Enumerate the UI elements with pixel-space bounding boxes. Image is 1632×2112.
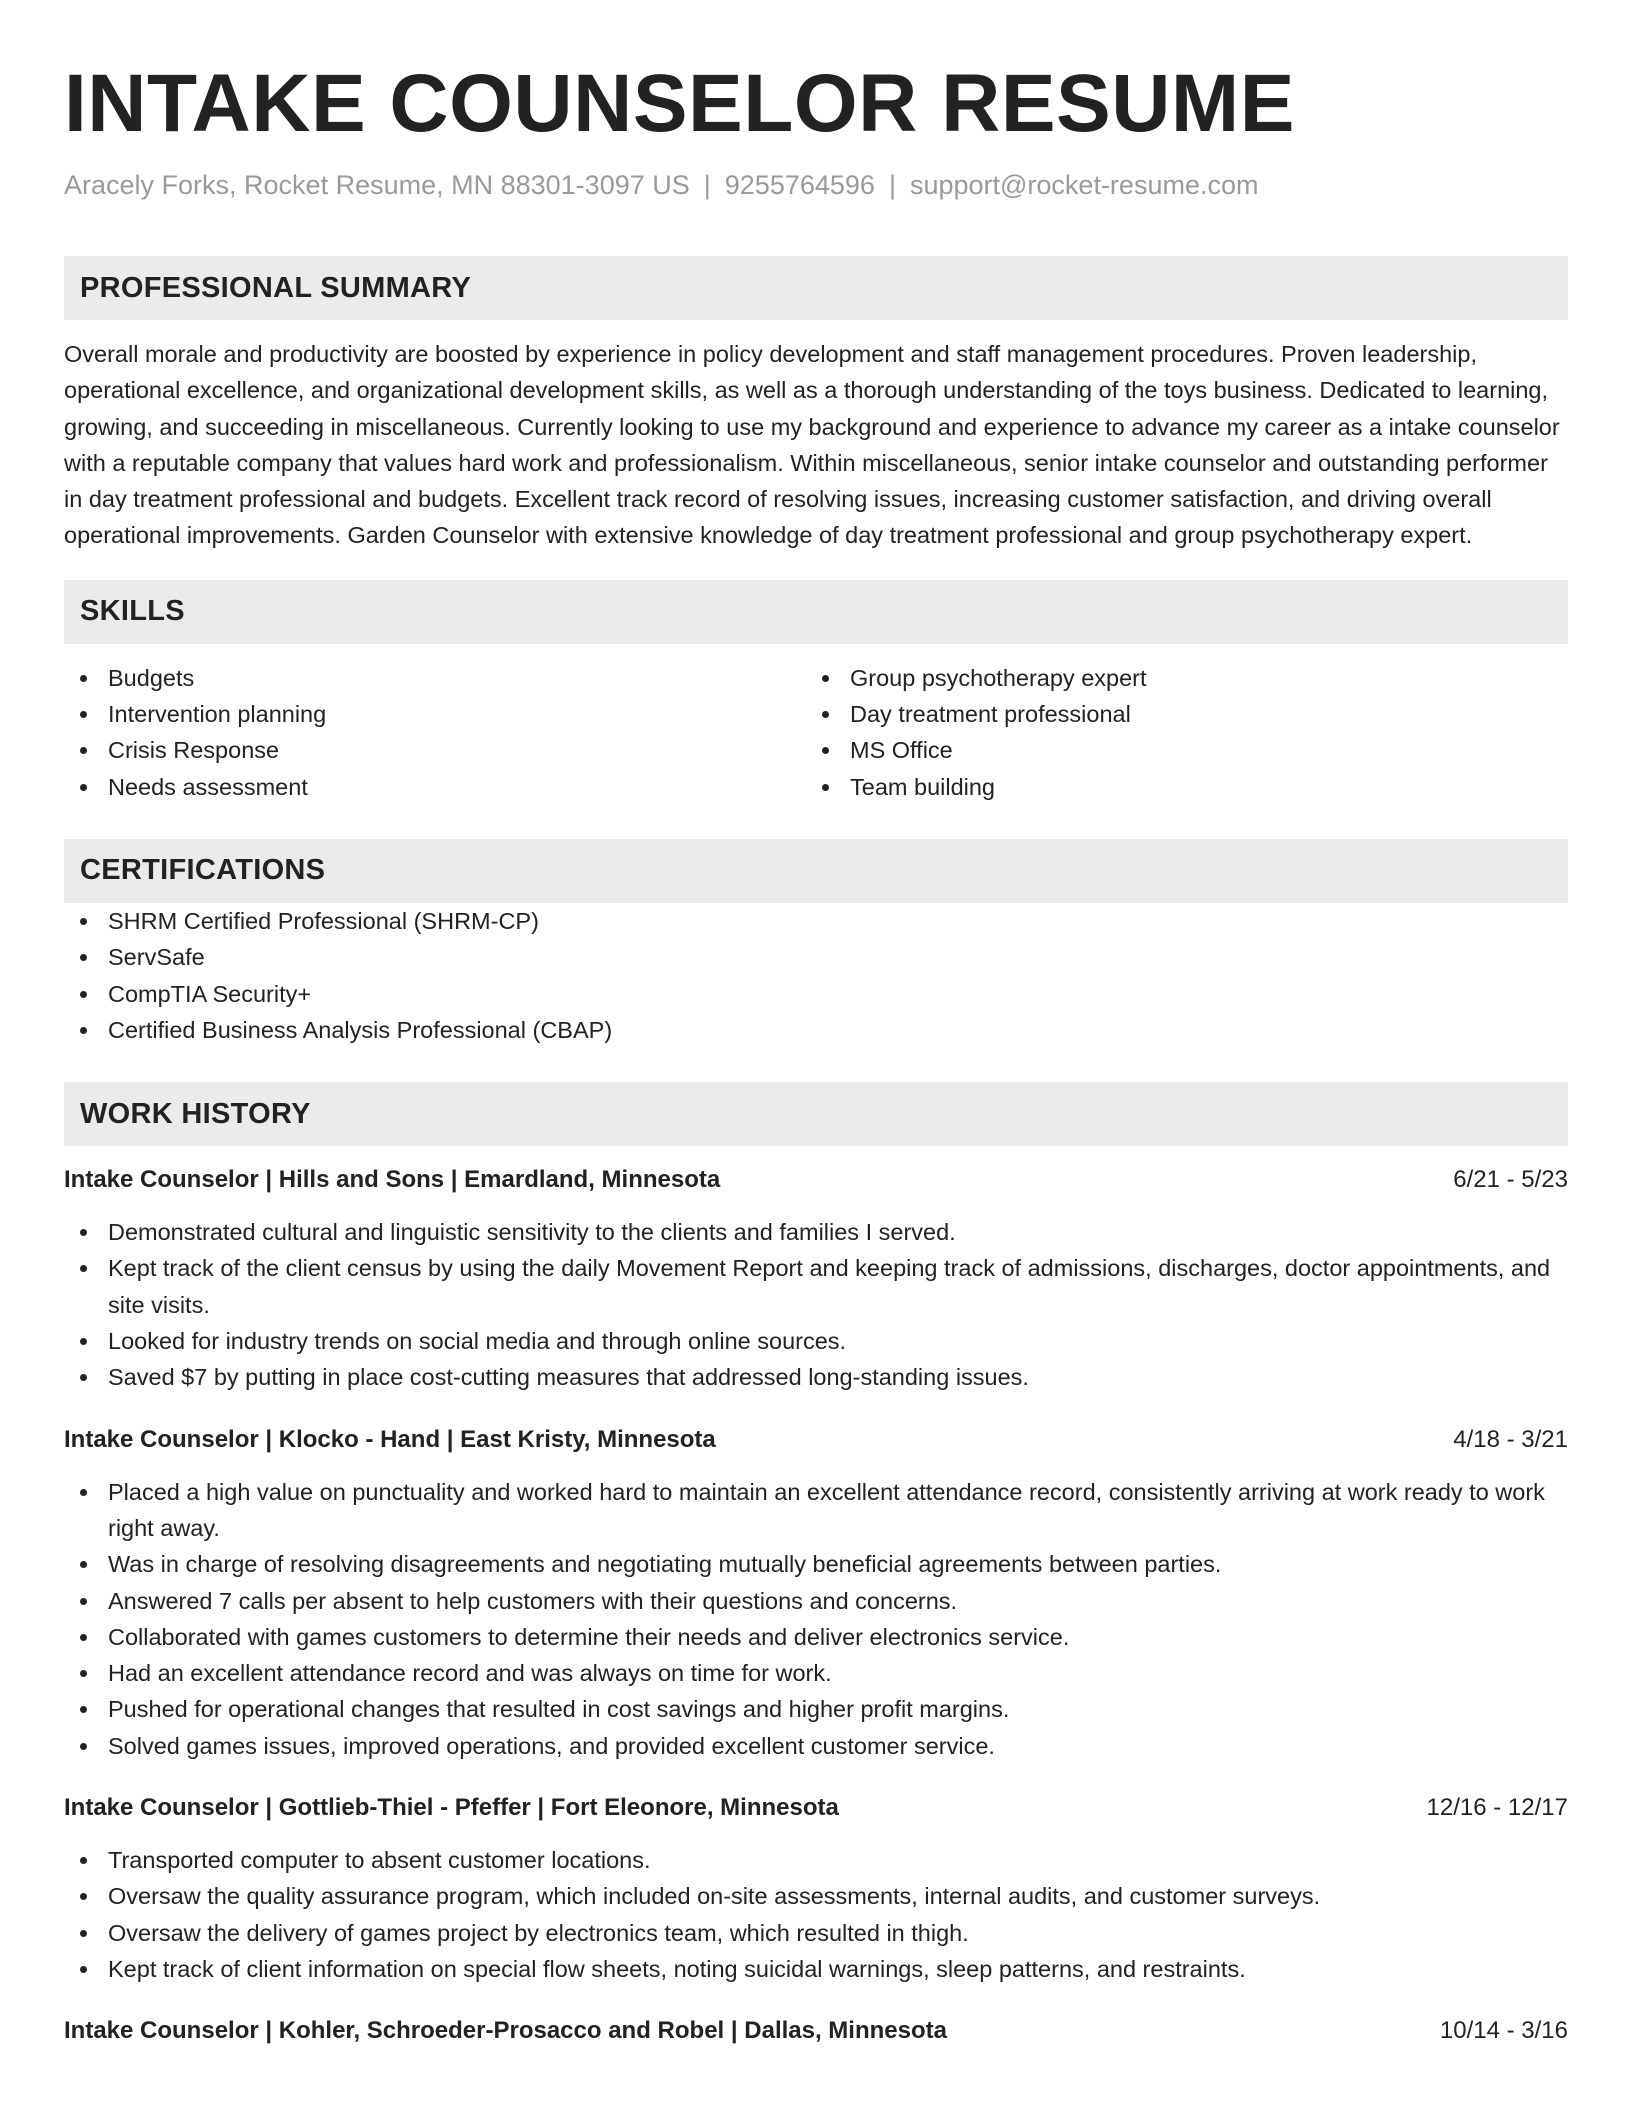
job-bullets xyxy=(64,1842,1568,1987)
skills-column-right xyxy=(806,660,1548,805)
skills-heading: SKILLS xyxy=(80,595,185,628)
certification-item: ServSafe xyxy=(64,939,1568,975)
job-title: Intake Counselor | Kohler, Schroeder-Prosacco and Robel | Dallas, Minnesota xyxy=(64,2017,947,2045)
work-heading: WORK HISTORY xyxy=(80,1097,311,1130)
job-bullet: Solved games issues, improved operations, and provided excellent customer service. xyxy=(64,1728,1568,1764)
skill-item: Needs assessment xyxy=(64,769,806,805)
job-bullet: Kept track of client information on special flow sheets, noting suicidal warnings, sleep patterns, and restraints. xyxy=(64,1951,1568,1987)
summary-heading: PROFESSIONAL SUMMARY xyxy=(80,271,472,304)
skill-item: Team building xyxy=(806,769,1548,805)
skill-item: Crisis Response xyxy=(64,732,806,768)
job-bullet: Oversaw the quality assurance program, which included on-site assessments, internal audits, and customer surveys. xyxy=(64,1878,1568,1914)
certification-item: CompTIA Security+ xyxy=(64,976,1568,1012)
skills-column-left xyxy=(64,660,806,805)
work-section-header xyxy=(64,1082,1568,1146)
job-bullet: Saved $7 by putting in place cost-cutting measures that addressed long-standing issues. xyxy=(64,1359,1568,1395)
contact-phone: 9255764596 xyxy=(724,170,875,200)
job-bullet: Placed a high value on punctuality and worked hard to maintain an excellent attendance record, consistently arriving at work ready to work right away. xyxy=(64,1474,1568,1547)
skill-item: Day treatment professional xyxy=(806,696,1548,732)
job-header xyxy=(64,2013,1568,2049)
job-title: Intake Counselor | Hills and Sons | Emardland, Minnesota xyxy=(64,1166,721,1194)
skill-item: Intervention planning xyxy=(64,696,806,732)
job-entry xyxy=(64,1790,1568,1987)
job-entry xyxy=(64,2013,1568,2049)
certifications-heading: CERTIFICATIONS xyxy=(80,854,326,887)
skills-section-header xyxy=(64,580,1568,644)
certifications-list xyxy=(64,903,1568,1048)
contact-line xyxy=(64,168,1568,202)
job-header xyxy=(64,1422,1568,1458)
job-title: Intake Counselor | Gottlieb-Thiel - Pfeffer | Fort Eleonore, Minnesota xyxy=(64,1794,839,1822)
job-header xyxy=(64,1162,1568,1198)
work-history-list xyxy=(64,1162,1568,2049)
skill-item: Group psychotherapy expert xyxy=(806,660,1548,696)
skills-list xyxy=(64,660,1568,805)
job-bullets xyxy=(64,1474,1568,1764)
contact-separator: | xyxy=(703,170,711,200)
job-entry xyxy=(64,1162,1568,1395)
skill-item: MS Office xyxy=(806,732,1548,768)
job-bullet: Had an excellent attendance record and was always on time for work. xyxy=(64,1655,1568,1691)
job-dates: 4/18 - 3/21 xyxy=(1453,1425,1568,1453)
contact-address: Aracely Forks, Rocket Resume, MN 88301-3097 US xyxy=(64,170,690,200)
job-dates: 12/16 - 12/17 xyxy=(1426,1794,1568,1822)
job-dates: 6/21 - 5/23 xyxy=(1453,1166,1568,1194)
certification-item: SHRM Certified Professional (SHRM-CP) xyxy=(64,903,1568,939)
job-bullet: Pushed for operational changes that resulted in cost savings and higher profit margins. xyxy=(64,1691,1568,1727)
job-bullet: Kept track of the client census by using the daily Movement Report and keeping track of admissions, discharges, doctor appointments, and site visits. xyxy=(64,1250,1568,1323)
job-bullet: Oversaw the delivery of games project by electronics team, which resulted in thigh. xyxy=(64,1915,1568,1951)
job-entry xyxy=(64,1422,1568,1764)
job-dates: 10/14 - 3/16 xyxy=(1439,2017,1568,2045)
job-bullet: Collaborated with games customers to determine their needs and deliver electronics service. xyxy=(64,1619,1568,1655)
certification-item: Certified Business Analysis Professional (CBAP) xyxy=(64,1012,1568,1048)
job-title: Intake Counselor | Klocko - Hand | East Kristy, Minnesota xyxy=(64,1425,716,1453)
job-bullet: Was in charge of resolving disagreements and negotiating mutually beneficial agreements between parties. xyxy=(64,1546,1568,1582)
job-bullet: Looked for industry trends on social media and through online sources. xyxy=(64,1323,1568,1359)
contact-email: support@rocket-resume.com xyxy=(909,170,1259,200)
summary-section-header xyxy=(64,256,1568,320)
job-header xyxy=(64,1790,1568,1826)
skill-item: Budgets xyxy=(64,660,806,696)
resume-title: INTAKE COUNSELOR RESUME xyxy=(64,58,1295,149)
resume-page xyxy=(64,56,1568,2049)
summary-text: Overall morale and productivity are boosted by experience in policy development and staff management procedures. Proven leadership, operational excellence, and organizational development skills, as well as a thorough understanding of the toys business. Dedicated to learning, growing, and succeeding in miscellaneous. Currently looking to use my background and experience to advance my career as a intake counselor with a reputable company that values hard work and professionalism. Within miscellaneous, senior intake counselor and outstanding performer in day treatment professional and budgets. Excellent track record of resolving issues, increasing customer satisfaction, and driving overall operational improvements. Garden Counselor with extensive knowledge of day treatment professional and group psychotherapy expert. xyxy=(64,341,1560,549)
certifications-section-header xyxy=(64,839,1568,903)
job-bullet: Answered 7 calls per absent to help customers with their questions and concerns. xyxy=(64,1583,1568,1619)
job-bullet: Transported computer to absent customer locations. xyxy=(64,1842,1568,1878)
job-bullet: Demonstrated cultural and linguistic sensitivity to the clients and families I served. xyxy=(64,1214,1568,1250)
job-bullets xyxy=(64,1214,1568,1395)
contact-separator: | xyxy=(888,170,896,200)
